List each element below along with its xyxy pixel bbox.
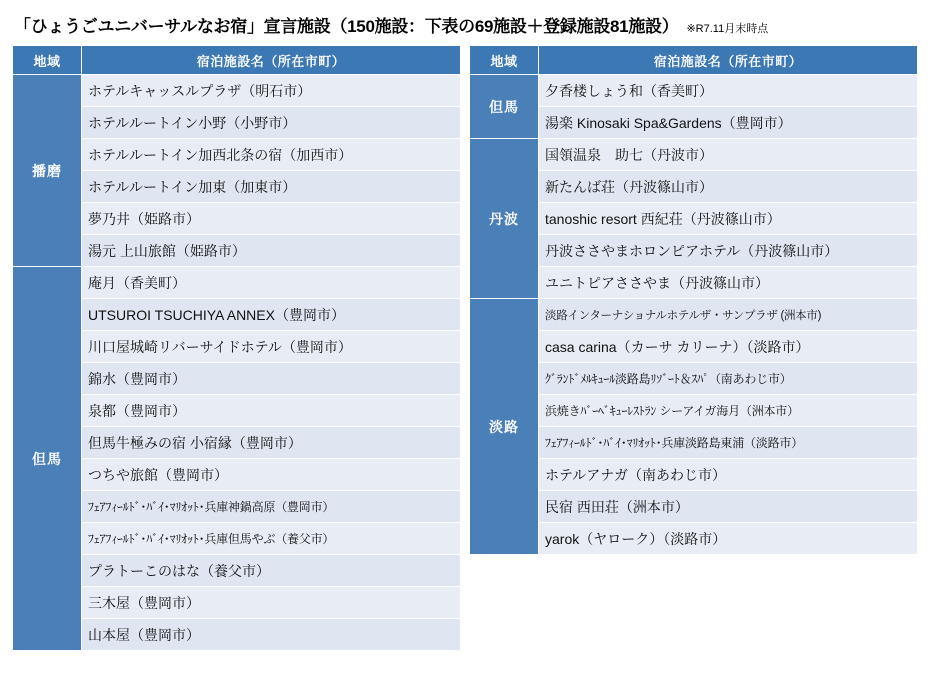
facility-name: 泉都（豊岡市） xyxy=(82,395,461,427)
facility-name: プラトーこのはな（養父市） xyxy=(82,555,461,587)
page-title-note: ※R7.11月末時点 xyxy=(686,23,769,35)
table-body-left xyxy=(13,75,461,651)
facility-name: casa carina（カーサ カリーナ）（淡路市） xyxy=(539,331,918,363)
facility-name: ホテルキャッスルプラザ（明石市） xyxy=(82,75,461,107)
facility-name: 淡路インターナショナルホテルザ・サンプラザ (洲本市) xyxy=(539,299,918,331)
page-title-main: 「ひょうごユニバーサルなお宿」宣言施設（150施設：下表の69施設＋登録施設81施設） xyxy=(14,17,679,36)
facility-name: つちや旅館（豊岡市） xyxy=(82,459,461,491)
header-row xyxy=(470,46,918,75)
table-row xyxy=(470,299,918,331)
region-cell-awaji: 淡路 xyxy=(470,299,539,555)
facility-name: 夢乃井（姫路市） xyxy=(82,203,461,235)
facility-name: ﾌｪｱﾌｨｰﾙﾄﾞ･ﾊﾞｲ･ﾏﾘｵｯﾄ･兵庫但馬やぶ（養父市） xyxy=(82,523,461,555)
facility-name: 湯楽 Kinosaki Spa&Gardens（豊岡市） xyxy=(539,107,918,139)
table-row xyxy=(13,75,461,107)
facility-name: 湯元 上山旅館（姫路市） xyxy=(82,235,461,267)
facility-table-left xyxy=(12,45,461,651)
facility-name: 川口屋城崎リバーサイドホテル（豊岡市） xyxy=(82,331,461,363)
facility-name: ﾌｪｱﾌｨｰﾙﾄﾞ･ﾊﾞｲ･ﾏﾘｵｯﾄ･兵庫神鍋高原（豊岡市） xyxy=(82,491,461,523)
page-title xyxy=(14,12,918,37)
facility-name: ホテルルートイン小野（小野市） xyxy=(82,107,461,139)
region-cell-tanba: 丹波 xyxy=(470,139,539,299)
facility-name: ホテルアナガ（南あわじ市） xyxy=(539,459,918,491)
region-cell-tajima: 但馬 xyxy=(470,75,539,139)
facility-name: 新たんば荘（丹波篠山市） xyxy=(539,171,918,203)
table-header-right xyxy=(470,46,918,75)
table-body-right xyxy=(470,75,918,555)
facility-name: 夕香楼しょう和（香美町） xyxy=(539,75,918,107)
table-row xyxy=(470,139,918,171)
region-cell-tajima: 但馬 xyxy=(13,267,82,651)
facility-name: 庵月（香美町） xyxy=(82,267,461,299)
column-header-region: 地域 xyxy=(470,46,539,75)
table-row xyxy=(470,75,918,107)
header-row xyxy=(13,46,461,75)
facility-name: ｸﾞﾗﾝﾄﾞﾒﾙｷｭｰﾙ淡路島ﾘｿﾞｰﾄ＆ｽﾊﾟ（南あわじ市） xyxy=(539,363,918,395)
facility-name: 民宿 西田荘（洲本市） xyxy=(539,491,918,523)
facility-name: ホテルルートイン加西北条の宿（加西市） xyxy=(82,139,461,171)
column-header-facility: 宿泊施設名（所在市町） xyxy=(82,46,461,75)
column-header-region: 地域 xyxy=(13,46,82,75)
facility-name: 国領温泉 助七（丹波市） xyxy=(539,139,918,171)
facility-name: yarok（ヤローク）（淡路市） xyxy=(539,523,918,555)
facility-name: 三木屋（豊岡市） xyxy=(82,587,461,619)
facility-name: 浜焼きﾊﾞｰﾍﾞｷｭｰﾚｽﾄﾗﾝ シーアイガ海月（洲本市） xyxy=(539,395,918,427)
table-row xyxy=(13,267,461,299)
facility-name: 但馬牛極みの宿 小宿縁（豊岡市） xyxy=(82,427,461,459)
table-header-left xyxy=(13,46,461,75)
facility-name: 山本屋（豊岡市） xyxy=(82,619,461,651)
facility-name: ﾌｪｱﾌｨｰﾙﾄﾞ･ﾊﾞｲ･ﾏﾘｵｯﾄ･兵庫淡路島東浦（淡路市） xyxy=(539,427,918,459)
facility-name: ホテルルートイン加東（加東市） xyxy=(82,171,461,203)
facility-name: ユニトピアささやま（丹波篠山市） xyxy=(539,267,918,299)
facility-name: 丹波ささやまホロンピアホテル（丹波篠山市） xyxy=(539,235,918,267)
tables-container xyxy=(12,45,918,651)
facility-table-right xyxy=(469,45,918,555)
facility-name: 錦水（豊岡市） xyxy=(82,363,461,395)
facility-name: UTSUROI TSUCHIYA ANNEX（豊岡市） xyxy=(82,299,461,331)
facility-name: tanoshic resort 西紀荘（丹波篠山市） xyxy=(539,203,918,235)
region-cell-harima: 播磨 xyxy=(13,75,82,267)
column-header-facility: 宿泊施設名（所在市町） xyxy=(539,46,918,75)
